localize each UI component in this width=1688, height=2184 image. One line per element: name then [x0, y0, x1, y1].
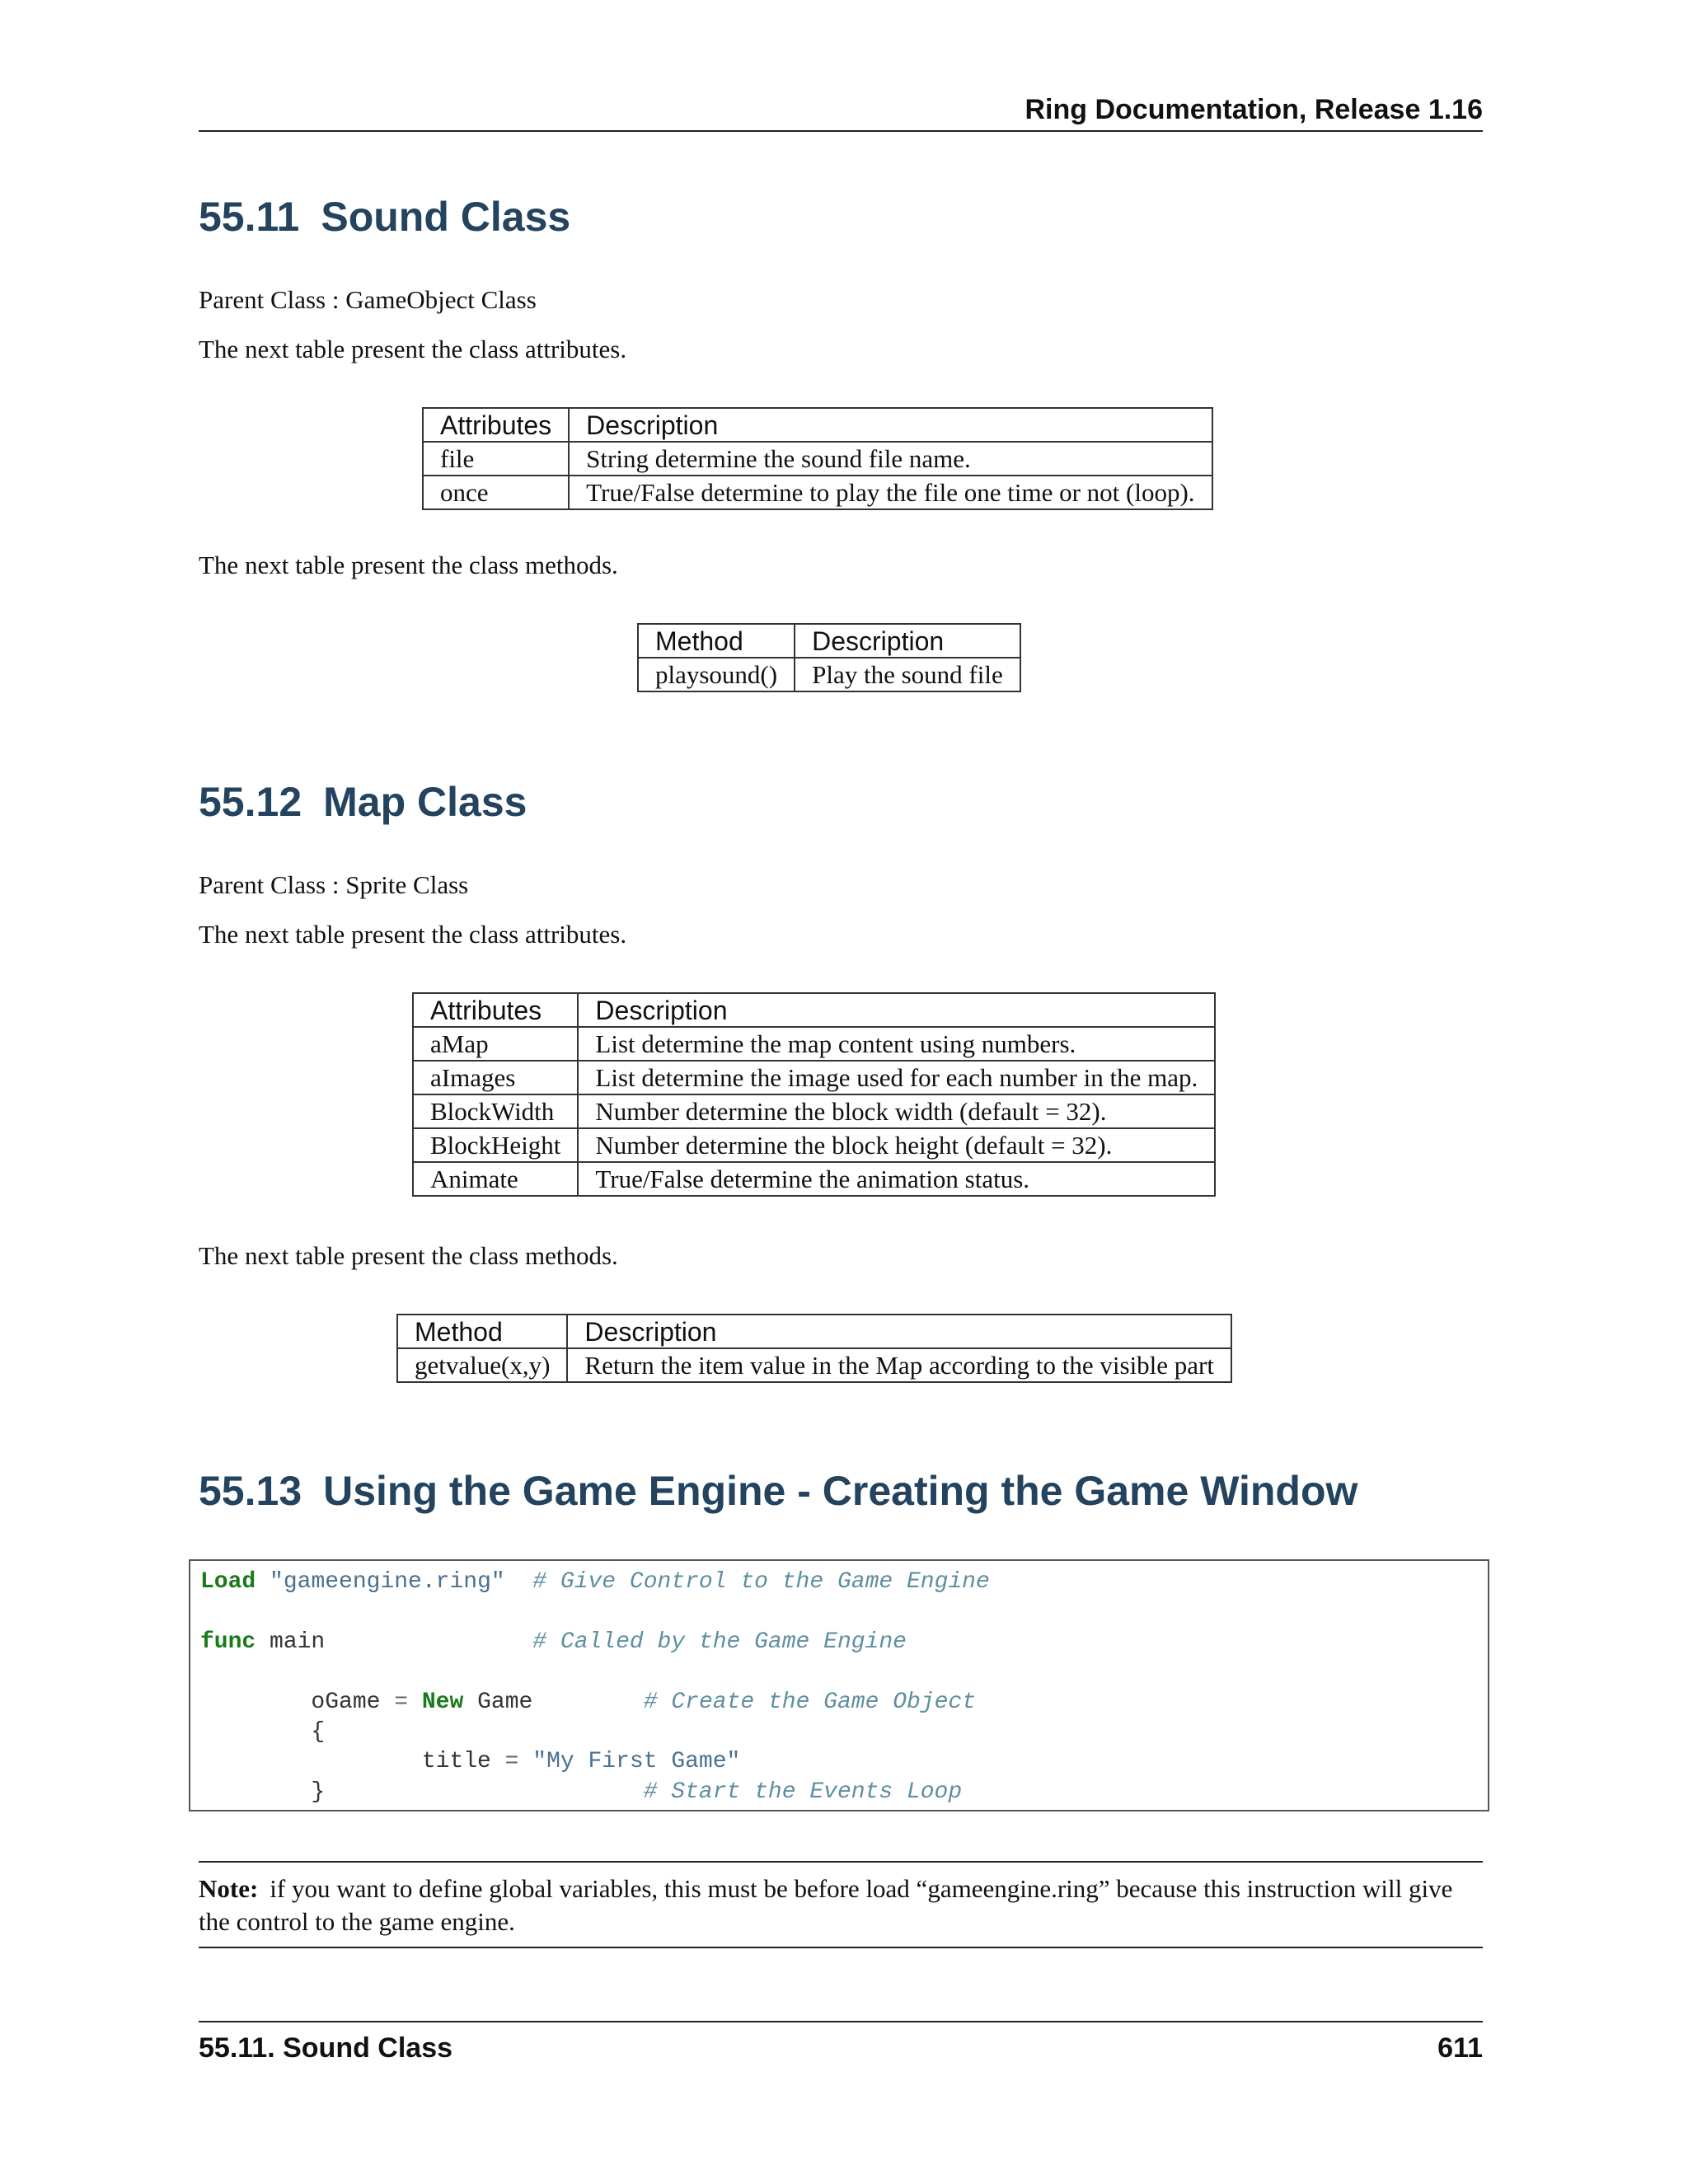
attributes-intro-text: The next table present the class attributes.: [199, 335, 627, 363]
table-row: [423, 476, 1212, 509]
table-header-row: [413, 993, 1215, 1027]
code-block: [189, 1559, 1489, 1811]
code-comment: # Create the Game Object: [643, 1689, 977, 1715]
section-title: Map Class: [323, 779, 528, 825]
sound-attributes-table: [422, 407, 1213, 510]
section-heading-map-class: [199, 778, 527, 826]
code-line: [200, 1718, 1488, 1747]
map-attributes-table: [412, 992, 1216, 1197]
table-row: [413, 1162, 1215, 1196]
section-number: 55.12: [199, 779, 302, 825]
code-text: }: [311, 1779, 326, 1805]
table-cell: True/False determine to play the file one time or not (loop).: [569, 476, 1212, 509]
code-text: title: [421, 1749, 491, 1775]
table-cell: True/False determine the animation status.: [578, 1162, 1215, 1196]
code-comment: # Start the Events Loop: [643, 1779, 963, 1805]
code-line: [200, 1778, 1488, 1807]
table-cell: Animate: [413, 1162, 578, 1196]
map-methods-table: [396, 1314, 1232, 1383]
table-row: [413, 1094, 1215, 1128]
table-header-cell: Description: [569, 408, 1212, 442]
code-text: main: [256, 1629, 326, 1655]
table-row: [413, 1027, 1215, 1061]
table-cell: List determine the image used for each number in the map.: [578, 1061, 1215, 1094]
section-heading-sound-class: [199, 193, 570, 241]
table-header-cell: Description: [795, 624, 1020, 658]
table-header-row: [423, 408, 1212, 442]
table-cell: String determine the sound file name.: [569, 442, 1212, 476]
table-cell: aMap: [413, 1027, 578, 1061]
methods-intro-text: The next table present the class methods.: [199, 551, 618, 579]
section-title: Using the Game Engine - Creating the Game Window: [323, 1468, 1358, 1514]
table-header-row: [638, 624, 1020, 658]
table-cell: file: [423, 442, 569, 476]
page-number: 611: [1437, 2032, 1483, 2064]
code-string: "gameengine.ring": [270, 1569, 505, 1595]
running-footer: [199, 2021, 1483, 2072]
table-cell: aImages: [413, 1061, 578, 1094]
table-cell: Number determine the block width (default = 32).: [578, 1094, 1215, 1128]
table-header-cell: Description: [578, 993, 1215, 1027]
code-text: Game: [477, 1689, 533, 1715]
running-header: [199, 91, 1483, 132]
table-cell: Play the sound file: [795, 658, 1020, 691]
footer-section-title: 55.11. Sound Class: [199, 2032, 453, 2064]
code-keyword: New: [421, 1689, 464, 1715]
attributes-intro-text: The next table present the class attributes.: [199, 920, 627, 949]
table-header-cell: Method: [397, 1315, 567, 1348]
header-title: Ring Documentation, Release 1.16: [1025, 94, 1483, 125]
table-cell: getvalue(x,y): [397, 1348, 567, 1382]
table-row: [423, 442, 1212, 476]
table-cell: once: [423, 476, 569, 509]
code-comment: # Give Control to the Game Engine: [532, 1569, 990, 1595]
note-text: if you want to define global variables, this must be before load “gameengine.ring” because this instruction will give the control to the game engine.: [199, 1874, 1453, 1936]
table-header-cell: Attributes: [413, 993, 578, 1027]
table-cell: Number determine the block height (default = 32).: [578, 1128, 1215, 1162]
section-heading-game-window: [199, 1467, 1357, 1515]
section-number: 55.11: [199, 194, 300, 240]
code-line: [200, 1568, 1488, 1597]
note-box: [199, 1861, 1483, 1948]
table-cell: List determine the map content using numbers.: [578, 1027, 1215, 1061]
table-row: [638, 658, 1020, 691]
table-row: [397, 1348, 1231, 1382]
code-keyword: func: [200, 1629, 256, 1655]
table-header-row: [397, 1315, 1231, 1348]
parent-class-text: Parent Class : Sprite Class: [199, 870, 469, 899]
code-operator: =: [394, 1689, 409, 1715]
parent-class-text: Parent Class : GameObject Class: [199, 285, 537, 314]
code-text: oGame: [311, 1689, 381, 1715]
code-comment: # Called by the Game Engine: [532, 1629, 907, 1655]
table-header-cell: Description: [567, 1315, 1231, 1348]
table-cell: playsound(): [638, 658, 795, 691]
code-line: [200, 1688, 1488, 1718]
table-header-cell: Attributes: [423, 408, 569, 442]
section-number: 55.13: [199, 1468, 302, 1514]
table-cell: Return the item value in the Map according to the visible part: [567, 1348, 1231, 1382]
table-cell: BlockHeight: [413, 1128, 578, 1162]
code-text: {: [311, 1718, 326, 1745]
code-line: [200, 1747, 1488, 1777]
methods-intro-text: The next table present the class methods.: [199, 1241, 618, 1270]
sound-methods-table: [637, 623, 1021, 692]
code-operator: =: [504, 1749, 519, 1775]
table-cell: BlockWidth: [413, 1094, 578, 1128]
code-keyword: Load: [200, 1569, 256, 1595]
code-line: [200, 1628, 1488, 1657]
note-label: Note:: [199, 1874, 259, 1903]
table-row: [413, 1061, 1215, 1094]
section-title: Sound Class: [321, 194, 571, 240]
table-row: [413, 1128, 1215, 1162]
code-string: "My First Game": [532, 1749, 741, 1775]
table-header-cell: Method: [638, 624, 795, 658]
code-line-blank: [200, 1657, 1488, 1687]
code-line-blank: [200, 1597, 1488, 1627]
